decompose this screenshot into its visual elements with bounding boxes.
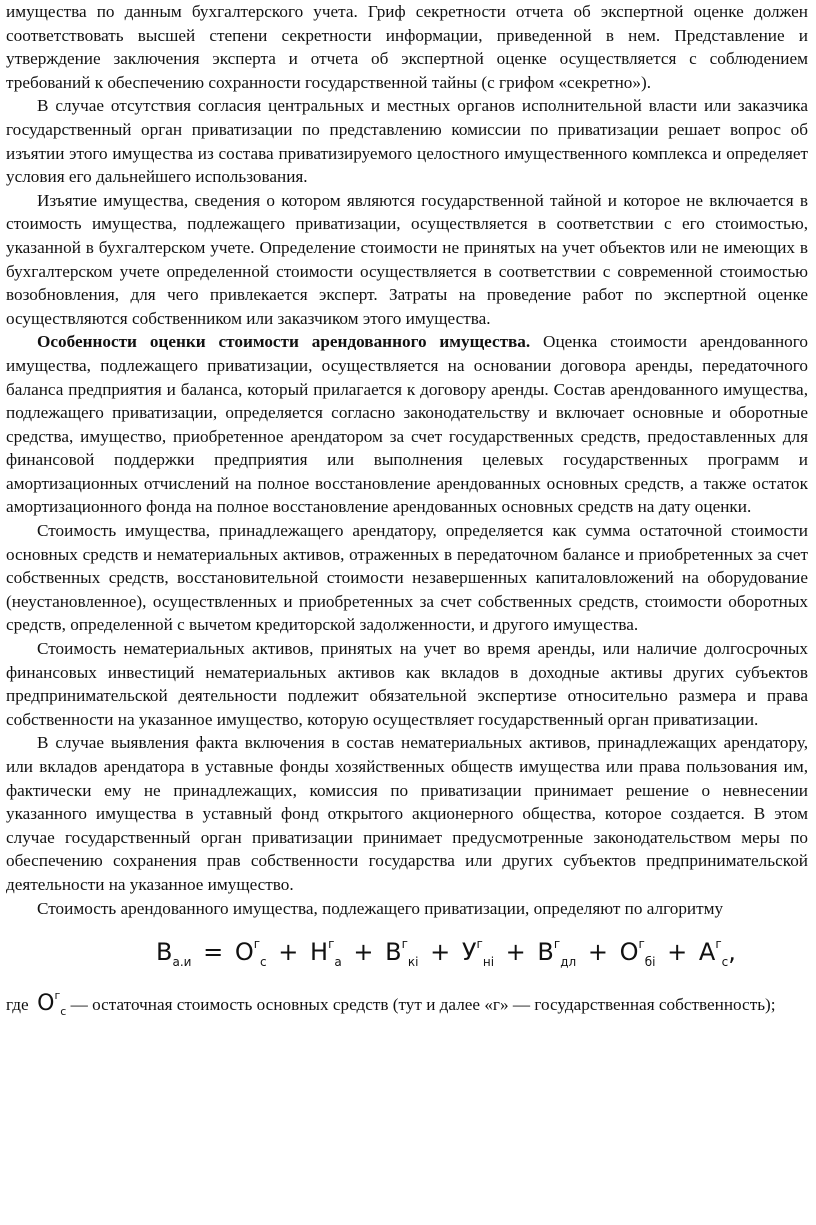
where-symbol: $О^г_с$ (37, 989, 67, 1019)
formula-lhs: $В_{а.и}$ (156, 938, 192, 970)
formula-plus: + (667, 938, 688, 967)
section-heading: Особенности оценки стоимости арендованного имущества. (37, 332, 531, 352)
formula-comma: , (728, 938, 736, 967)
paragraph-leased-property-text: Оценка стоимости арендованного имущества, подлежащего приватизации, осуществляется на основании договора аренды, передаточного баланса предприятия и баланса, который прилагается к договору аренды. Состав арендованного имущества, подлежащего приватизации, определяется согласно законодательству и включает основные и оборотные средства, имущество, приобретенное арендатором за счет государственных средств, предоставленных для финансовой поддержки предприятия или выполнения целевых государственных программ и амортизационных отчислений на полное восстановление арендованных основных средств, а также остаток амортизационного фонда на полное восстановление арендованных основных средств на дату оценки. (6, 332, 808, 517)
formula-plus: + (353, 938, 374, 967)
paragraph-tenant-property: Стоимость имущества, принадлежащего арендатору, определяется как сумма остаточной стоимости основных средств и нематериальных активов, отраженных в передаточном балансе и приобретенных за счет собственных средств, восстановительной стоимости незавершенных капиталовложений на оборудование (неустановленное), осуществленных и приобретенных за счет собственных средств, стоимости оборотных средств, определенной с вычетом кредиторской задолженности, и другого имущества. (6, 521, 808, 635)
formula-term-current-assets: $О^г_{бi}$ (619, 937, 656, 970)
where-definition-text: — остаточная стоимость основных средств (тут и далее «г» — государственная собственность); (66, 995, 776, 1015)
formula-equals: = (203, 938, 224, 967)
formula-plus: + (278, 938, 299, 967)
paragraph-algorithm-intro: Стоимость арендованного имущества, подлежащего приватизации, определяют по алгоритму (37, 898, 724, 918)
formula-term-amortization: $А^г_с$ (698, 937, 729, 970)
paragraph-where-definition (6, 989, 808, 1019)
paragraph-intangible-assets: Стоимость нематериальных активов, принятых на учет во время аренды, или наличие долгосрочных финансовых инвестиций нематериальных активов как вкладов в доходные активы других субъектов предпринимательской деятельности подлежит обязательной экспертизе относительно размера и права собственности на указанное имущество, которую осуществляет государственный орган приватизации. (6, 639, 808, 729)
paragraph-withdrawal-decision: В случае отсутствия согласия центральных и местных органов исполнительной власти или заказчика государственный орган приватизации по представлению комиссии по приватизации решает вопрос об изъятии этого имущества из состава приватизируемого целостного имущественного комплекса и определяет условия его дальнейшего использования. (6, 96, 808, 187)
formula-term-capital: $В^г_{кi}$ (385, 937, 419, 970)
formula-plus: + (430, 938, 451, 967)
valuation-formula (6, 932, 808, 982)
paragraph-secrecy: имущества по данным бухгалтерского учета. Гриф секретности отчета об экспертной оценке должен соответствовать высшей степени секретности информации, приведенной в нем. Представление и утверждение заключения эксперта и отчета об экспертной оценке осуществляется с соблюдением требований к обеспечению сохранности государственной тайны (с грифом «секретно»). (6, 2, 808, 92)
formula-plus: + (587, 938, 608, 967)
formula-term-intangible: $Н^г_а$ (310, 937, 342, 970)
paragraph-leased-property (6, 330, 808, 519)
formula-term-residual-fixed: $О^г_с$ (234, 937, 267, 970)
paragraph-withdrawal-valuation: Изъятие имущества, сведения о котором являются государственной тайной и которое не включается в стоимость имущества, подлежащего приватизации, осуществляется в соответствии с его стоимостью, указанной в бухгалтерском учете. Определение стоимости не принятых на учет объектов или не имеющих в бухгалтерском учете определенной стоимости осуществляется в соответствии с современной стоимостью возобновления, для чего привлекается эксперт. Затраты на проведение работ по экспертной оценке осуществляются собственником или заказчиком этого имущества. (6, 190, 808, 328)
paragraph-disclosure-case: В случае выявления факта включения в состав нематериальных активов, принадлежащих арендатору, или вкладов арендатора в уставные фонды хозяйственных обществ имущества или права пользования им, фактически ему не принадлежащих, комиссия по приватизации принимает решение о невнесении указанного имущества в уставный фонд открытого акционерного общества, которое создается. В этом случае государственный орган приватизации принимает предусмотренные законодательством меры по обеспечению сохранения прав собственности государства или других субъектов предпринимательской деятельности на указанное имущество. (6, 733, 808, 894)
formula-term-longterm: $В^г_{дл}$ (537, 937, 577, 970)
where-prefix: где (6, 995, 29, 1015)
formula-plus: + (505, 938, 526, 967)
formula-term-uninstalled: $У^г_{нi}$ (461, 937, 495, 970)
